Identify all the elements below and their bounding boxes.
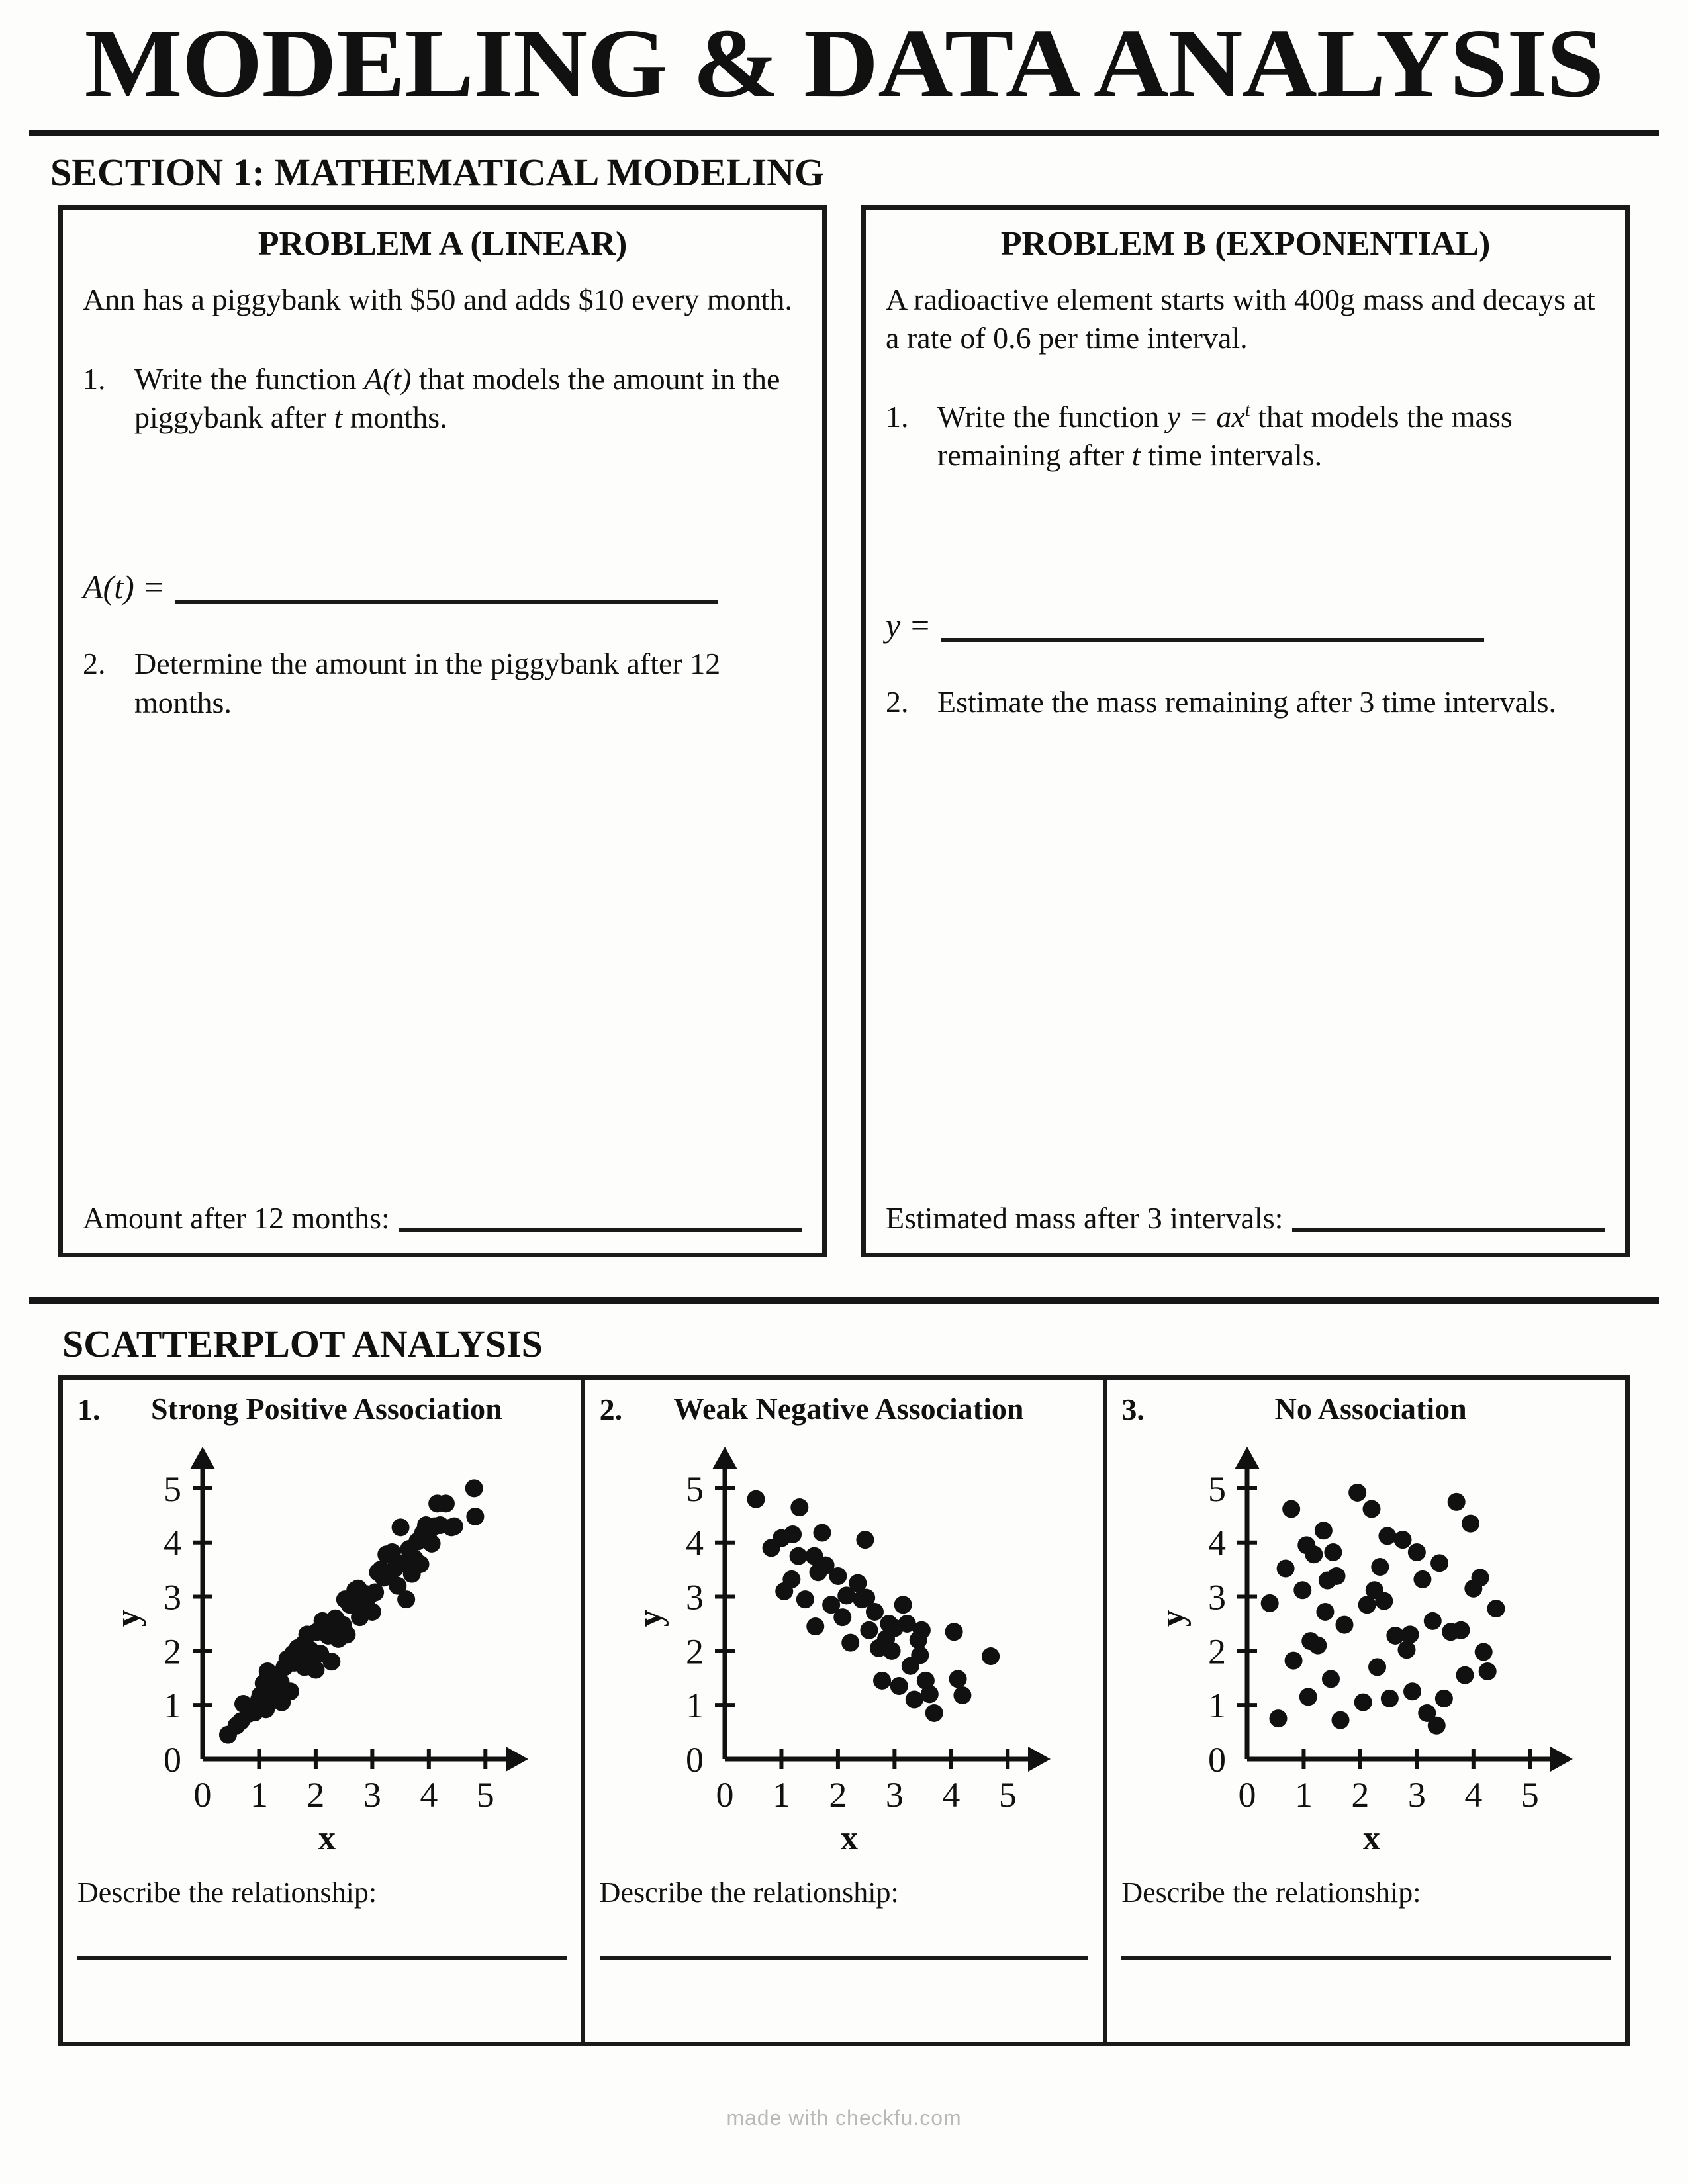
svg-text:5: 5 [686, 1469, 704, 1509]
q1-post: that models the mass remaining after [937, 400, 1513, 473]
problem-a-answer-label: A(t) = [83, 569, 165, 606]
scatterplot-1-plot [77, 1435, 567, 1858]
problem-b-footer-blank[interactable] [1292, 1212, 1605, 1232]
svg-text:2: 2 [1351, 1775, 1370, 1815]
problem-a-answer-row [83, 568, 802, 606]
problem-a-stem: Ann has a piggybank with $50 and adds $10 every month. [83, 283, 792, 316]
problem-a-questions [83, 360, 802, 443]
scatterplot-title: Weak Negative Association [673, 1392, 1024, 1426]
title-divider [29, 130, 1659, 136]
svg-text:4: 4 [164, 1523, 182, 1563]
scatterplot-1-answer-blank[interactable] [77, 1912, 567, 1960]
scatterplot-2-answer-blank[interactable] [600, 1912, 1089, 1960]
problem-b-footer-row [886, 1201, 1605, 1236]
q1-function: A(t) [363, 361, 412, 396]
scatterplot-3-plot [1121, 1435, 1611, 1858]
svg-text:0: 0 [686, 1740, 704, 1780]
scatterplot-svg [103, 1435, 540, 1858]
problem-b-questions [886, 398, 1605, 480]
svg-text:4: 4 [1464, 1775, 1482, 1815]
svg-text:2: 2 [164, 1631, 182, 1672]
y-axis-label: y [109, 1610, 148, 1627]
x-axis-label: x [318, 1819, 336, 1857]
x-axis-label: x [841, 1819, 858, 1857]
question-text: Estimate the mass remaining after 3 time intervals. [937, 684, 1557, 719]
question-text [937, 398, 1605, 475]
scatterplot-1-prompt: Describe the relationship: [77, 1876, 377, 1909]
q1-pre: Write the function [937, 400, 1167, 433]
problem-b-answer-row [886, 606, 1605, 645]
question-number: 1. [886, 400, 909, 433]
svg-text:3: 3 [363, 1775, 382, 1815]
svg-text:2: 2 [1207, 1631, 1226, 1672]
problem-a-answer-blank[interactable] [175, 580, 718, 604]
svg-text:1: 1 [250, 1775, 269, 1815]
scatterplot-row [58, 1375, 1630, 2046]
problem-a-question-2 [83, 645, 802, 722]
svg-text:4: 4 [1207, 1523, 1226, 1563]
problem-a-box [58, 205, 827, 1257]
q1-post: that models the amount in the piggybank after [134, 361, 780, 434]
svg-text:0: 0 [1207, 1740, 1226, 1780]
svg-text:3: 3 [686, 1577, 704, 1617]
problem-b-questions-2 [886, 683, 1605, 727]
problem-b-answer-label: y = [886, 606, 931, 644]
svg-text:4: 4 [942, 1775, 961, 1815]
svg-text:3: 3 [1207, 1577, 1226, 1617]
svg-text:1: 1 [1294, 1775, 1313, 1815]
svg-text:0: 0 [164, 1740, 182, 1780]
problem-a-title: PROBLEM A (LINEAR) [258, 225, 628, 263]
question-number: 1. [83, 361, 106, 396]
problem-b-question-2 [886, 683, 1605, 721]
question-number: 2. [886, 684, 909, 719]
problem-b-stem: A radioactive element starts with 400g mass and decays at a rate of 0.6 per time interval. [886, 283, 1595, 355]
svg-text:3: 3 [1407, 1775, 1426, 1815]
y-axis-label: y [632, 1610, 669, 1627]
cell-bottom-gap [600, 1960, 1089, 1978]
scatterplot-number: 2. [599, 1392, 623, 1426]
scatterplot-3-header [1121, 1392, 1611, 1427]
svg-text:4: 4 [420, 1775, 438, 1815]
scatterplot-title: Strong Positive Association [150, 1392, 502, 1426]
section-1-heading: SECTION 1: MATHEMATICAL MODELING [50, 151, 825, 194]
svg-text:3: 3 [164, 1577, 182, 1617]
svg-text:5: 5 [164, 1469, 182, 1509]
svg-text:0: 0 [716, 1775, 734, 1815]
section-divider [29, 1297, 1659, 1304]
svg-text:1: 1 [772, 1775, 790, 1815]
svg-text:1: 1 [1207, 1686, 1226, 1726]
problem-b-answer-blank[interactable] [941, 618, 1484, 642]
work-space-a [83, 727, 802, 1194]
question-text: Determine the amount in the piggybank after 12 months. [134, 647, 721, 719]
problem-b-box [861, 205, 1630, 1257]
question-number: 2. [83, 647, 106, 681]
x-axis-label: x [1362, 1819, 1380, 1857]
problem-a-questions-2 [83, 645, 802, 727]
scatterplot-2-header [600, 1392, 1089, 1427]
work-space-b [886, 727, 1605, 1194]
scatterplot-number: 3. [1121, 1392, 1145, 1426]
scatterplot-3-prompt: Describe the relationship: [1121, 1876, 1421, 1909]
svg-text:3: 3 [885, 1775, 904, 1815]
section-2-heading: SCATTERPLOT ANALYSIS [62, 1322, 543, 1365]
svg-text:2: 2 [686, 1631, 704, 1672]
problem-a-footer-row [83, 1201, 802, 1236]
svg-text:1: 1 [686, 1686, 704, 1726]
scatterplot-cell-3 [1103, 1380, 1625, 2042]
q1-variable: t [1131, 438, 1141, 473]
problem-a-question-1 [83, 360, 802, 437]
scatterplot-svg [626, 1435, 1062, 1858]
question-text [134, 360, 802, 437]
svg-text:5: 5 [1207, 1469, 1226, 1509]
scatterplot-svg [1148, 1435, 1585, 1858]
svg-text:2: 2 [829, 1775, 847, 1815]
scatterplot-2-prompt: Describe the relationship: [599, 1876, 899, 1909]
problem-b-question-1 [886, 398, 1605, 475]
scatterplot-1-header [77, 1392, 567, 1427]
scatterplot-2-plot [600, 1435, 1089, 1858]
scatterplot-3-answer-blank[interactable] [1121, 1912, 1611, 1960]
q1-exponent: t [1244, 400, 1250, 421]
scatterplot-number: 1. [77, 1392, 101, 1426]
svg-text:4: 4 [686, 1523, 704, 1563]
problem-a-footer-label: Amount after 12 months: [83, 1201, 390, 1235]
q1-pre: Write the function [134, 361, 364, 396]
problem-row [58, 205, 1630, 1257]
page-title: MODELING & DATA ANALYSIS [84, 9, 1604, 118]
y-axis-label: y [1153, 1610, 1192, 1627]
problem-a-footer-blank[interactable] [399, 1212, 802, 1232]
q1-tail: time intervals. [1140, 438, 1323, 473]
q1-function: y = ax [1166, 400, 1245, 433]
cell-bottom-gap [1121, 1960, 1611, 1978]
svg-text:1: 1 [164, 1686, 182, 1726]
scatterplot-cell-2 [581, 1380, 1103, 2042]
scatterplot-cell-1 [63, 1380, 581, 2042]
svg-text:5: 5 [477, 1775, 495, 1815]
svg-text:2: 2 [306, 1775, 325, 1815]
svg-text:0: 0 [1238, 1775, 1256, 1815]
svg-text:5: 5 [1521, 1775, 1539, 1815]
svg-text:0: 0 [193, 1775, 212, 1815]
scatterplot-title: No Association [1274, 1392, 1467, 1426]
svg-text:5: 5 [998, 1775, 1017, 1815]
cell-bottom-gap [77, 1960, 567, 1978]
problem-b-title: PROBLEM B (EXPONENTIAL) [1000, 225, 1491, 263]
q1-tail: months. [342, 400, 447, 434]
footer-attribution: made with checkfu.com [726, 2106, 962, 2130]
problem-b-footer-label: Estimated mass after 3 intervals: [886, 1201, 1284, 1235]
q1-variable: t [334, 400, 343, 434]
